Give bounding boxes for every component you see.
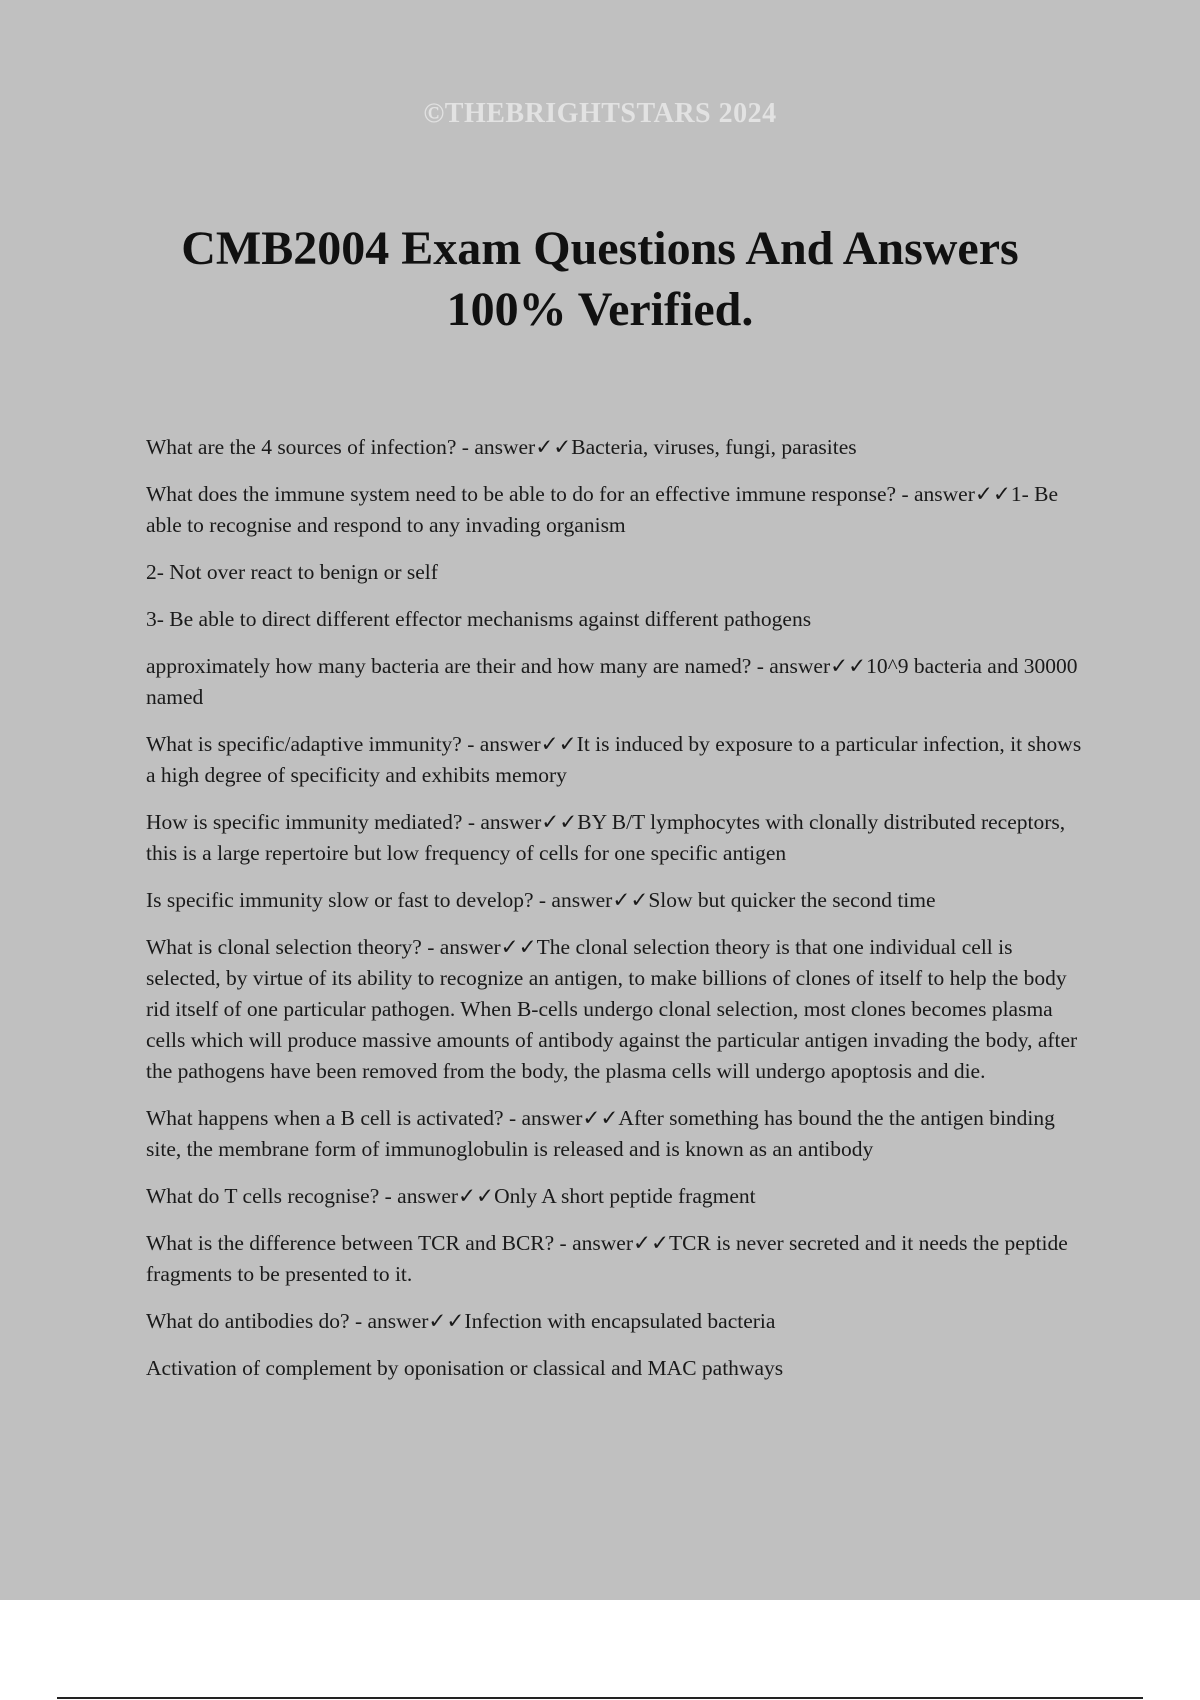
qa-item: What is the difference between TCR and BCR? - answer✓✓TCR is never secreted and it needs the peptide fragments to be presented to it. [146, 1231, 1068, 1286]
qa-item: What do antibodies do? - answer✓✓Infection with encapsulated bacteria [146, 1309, 776, 1333]
qa-item: 2- Not over react to benign or self [146, 560, 438, 584]
qa-list [146, 432, 1090, 1400]
qa-item: What happens when a B cell is activated? - answer✓✓After something has bound the the antigen binding site, the membrane form of immunoglobulin is released and is known as an antibody [146, 1106, 1055, 1161]
qa-item: How is specific immunity mediated? - answer✓✓BY B/T lymphocytes with clonally distributed receptors, this is a large repertoire but low frequency of cells for one specific antigen [146, 810, 1066, 865]
footer-divider [57, 1697, 1143, 1699]
qa-item: What does the immune system need to be able to do for an effective immune response? - answer✓✓1- Be able to recognise and respond to any invading organism [146, 482, 1059, 537]
page-title [100, 218, 1100, 340]
qa-item: What is clonal selection theory? - answer✓✓The clonal selection theory is that one individual cell is selected, by virtue of its ability to recognize an antigen, to make billions of clones of itself to help the body rid itself of one particular pathogen. When B-cells undergo clonal selection, most clones becomes plasma cells which will produce massive amounts of antibody against the particular antigen invading the body, after the pathogens have been removed from the body, the plasma cells will undergo apoptosis and die. [146, 935, 1078, 1083]
qa-item: What is specific/adaptive immunity? - answer✓✓It is induced by exposure to a particular infection, it shows a high degree of specificity and exhibits memory [146, 732, 1082, 787]
watermark: ©THEBRIGHTSTARS 2024 [423, 98, 777, 129]
qa-item: approximately how many bacteria are their and how many are named? - answer✓✓10^9 bacteria and 30000 named [146, 654, 1078, 709]
qa-item: Is specific immunity slow or fast to develop? - answer✓✓Slow but quicker the second time [146, 888, 936, 912]
qa-item: 3- Be able to direct different effector mechanisms against different pathogens [146, 607, 812, 631]
qa-item: Activation of complement by oponisation or classical and MAC pathways [146, 1356, 784, 1380]
title-line-1: CMB2004 Exam Questions And Answers [181, 222, 1019, 275]
title-line-2: 100% Verified. [446, 283, 754, 336]
qa-item: What are the 4 sources of infection? - answer✓✓Bacteria, viruses, fungi, parasites [146, 435, 857, 459]
qa-item: What do T cells recognise? - answer✓✓Only A short peptide fragment [146, 1184, 756, 1208]
